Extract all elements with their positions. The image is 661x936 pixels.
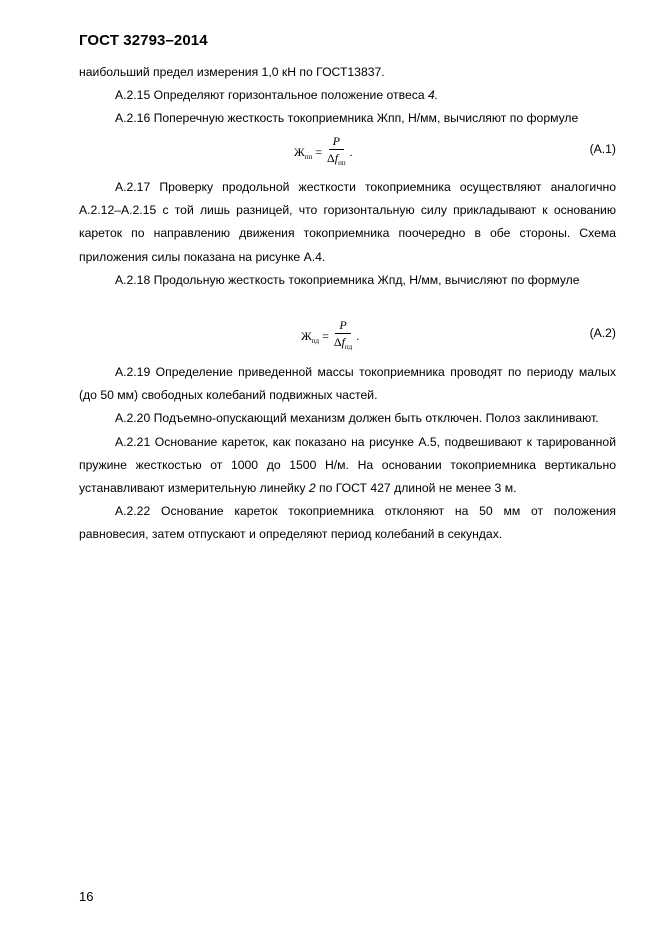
formula-a1-fraction	[327, 134, 346, 171]
formula-a1-equals: =	[315, 145, 323, 159]
paragraph-a2-16: А.2.16 Поперечную жесткость токоприемника Жпп, Н/мм, вычисляют по формуле	[115, 111, 579, 126]
formula-a2-equals: =	[322, 329, 329, 343]
paragraph-a2-21	[79, 431, 616, 501]
formula-a1-lhs: $Ж_{пп}$	[294, 144, 313, 161]
formula-a1-number: (А.1)	[589, 142, 616, 156]
paragraph-a2-20: А.2.20 Подъемно-опускающий механизм должен быть отключен. Полоз заклинивают.	[115, 411, 599, 426]
text-block-middle	[79, 176, 616, 292]
formula-a1	[294, 134, 353, 171]
text-block-bottom	[79, 361, 616, 547]
formula-a2-fraction	[334, 318, 352, 355]
text-block-top	[79, 61, 616, 131]
page-number: 16	[79, 889, 94, 904]
formula-a2-period: .	[356, 329, 360, 343]
paragraph-a2-19: А.2.19 Определение приведенной массы токоприемника проводят по периоду малых (до 50 мм) свободных колебаний подвижных частей.	[79, 365, 616, 403]
formula-a1-line	[79, 134, 616, 174]
paragraph-a2-15-italic: 4.	[427, 88, 439, 103]
formula-a2	[301, 318, 359, 355]
formula-a2-number: (А.2)	[589, 326, 616, 340]
formula-a1-numerator: P	[329, 134, 344, 150]
paragraph-a2-21-text-b: по ГОСТ 427 длиной не менее 3 м.	[315, 481, 517, 496]
paragraph-a2-15-text: А.2.15 Определяют горизонтальное положение отвеса	[115, 88, 428, 103]
paragraph-a2-17: А.2.17 Проверку продольной жесткости токоприемника осуществляют аналогично А.2.12–А.2.15 с той лишь разницей, что горизонтальную силу прикладывают к основанию кареток по направлению движения токоприемника поочередно в обе стороны. Схема приложения силы показана на рисунке А.4.	[79, 180, 616, 264]
formula-a1-denominator: $\Delta f_{пп}$	[327, 151, 346, 167]
formula-a2-lhs: $Ж_{пд}$	[301, 328, 320, 345]
document-header-title: ГОСТ 32793–2014	[79, 32, 208, 49]
formula-a2-denominator: $\Delta f_{пд}$	[333, 335, 353, 351]
paragraph-a2-15	[79, 84, 616, 107]
paragraph-a2-21-text-a: А.2.21 Основание кареток, как показано на рисунке А.5, подвешивают к тарированной пружине жесткостью от 1000 до 1500 Н/м. На основании токоприемника вертикально устанавливают измерительную линейку	[79, 434, 616, 496]
paragraph-a2-18: А.2.18 Продольную жесткость токоприемника Жпд, Н/мм, вычисляют по формуле	[115, 272, 580, 287]
formula-a2-line	[79, 318, 616, 358]
formula-a2-numerator: P	[335, 318, 350, 334]
formula-a1-period: .	[349, 145, 353, 159]
paragraph-a2-21-italic: 2	[308, 481, 316, 496]
paragraph-continuation: наибольший предел измерения 1,0 кН по ГОСТ13837.	[79, 65, 385, 79]
paragraph-a2-22: А.2.22 Основание кареток токоприемника отклоняют на 50 мм от положения равновесия, затем отпускают и определяют период колебаний в секундах.	[79, 504, 616, 542]
